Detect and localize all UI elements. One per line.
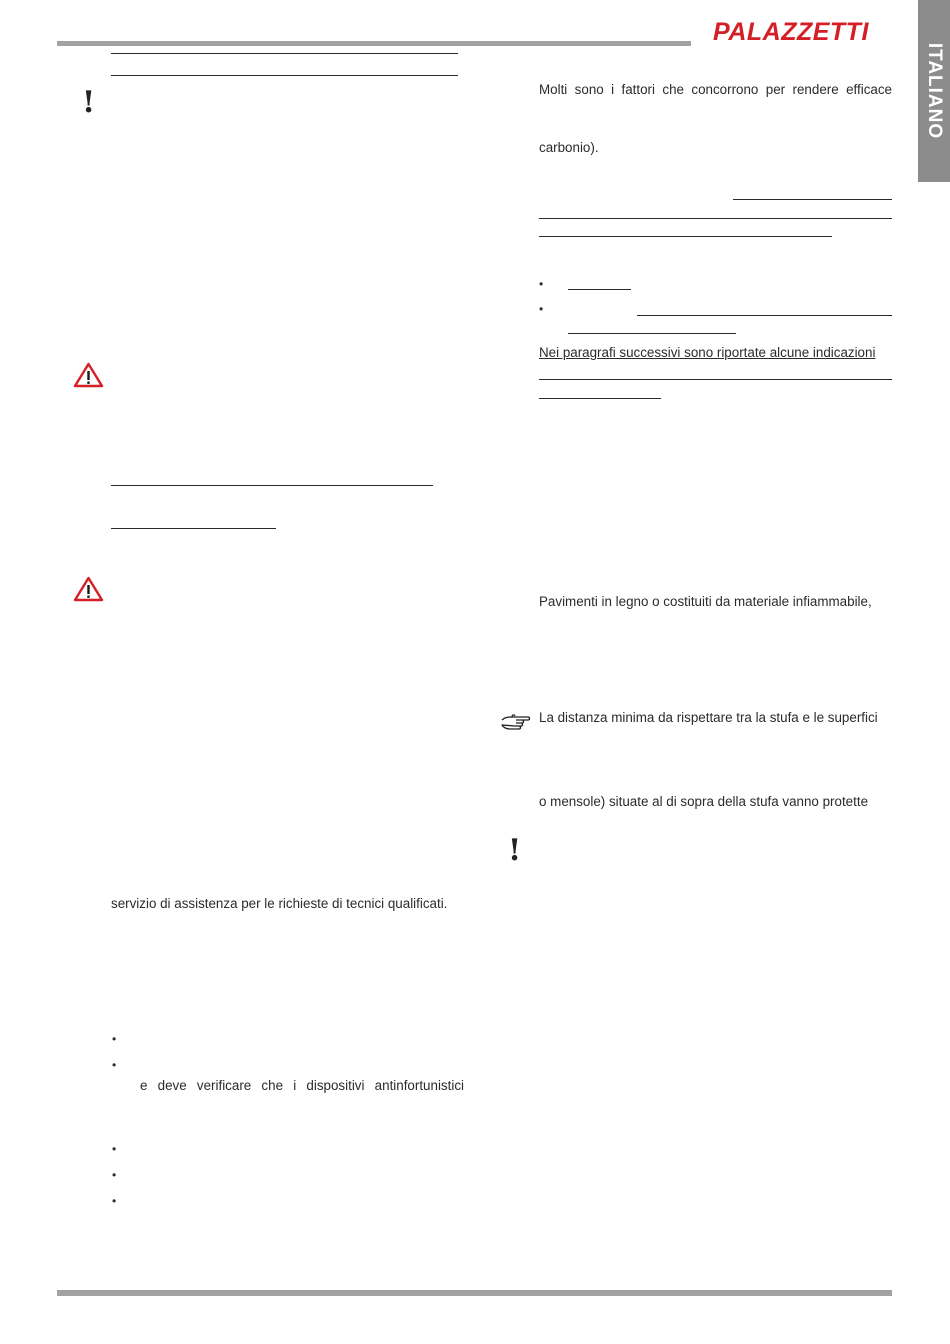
brand-logo: PALAZZETTI [713, 18, 869, 46]
list-bullet: • [539, 302, 544, 316]
underline-rule [539, 218, 892, 219]
floor-text: Pavimenti in legno o costituiti da materiale infiammabile, [539, 594, 872, 609]
underline-rule [111, 528, 276, 529]
underline-rule [539, 236, 832, 237]
underline-rule [111, 75, 458, 76]
underline-rule [733, 199, 892, 200]
language-tab-label: ITALIANO [924, 42, 945, 140]
underline-rule [111, 53, 458, 54]
pointing-hand-icon [500, 711, 532, 733]
list-bullet: • [112, 1058, 117, 1072]
underline-rule [111, 485, 433, 486]
exclamation-icon: ! [82, 85, 96, 120]
header-rule [57, 41, 691, 46]
paragraph-note: Nei paragrafi successivi sono riportate alcune indicazioni [539, 345, 876, 360]
list-bullet: • [112, 1032, 117, 1046]
list-bullet: • [112, 1168, 117, 1182]
language-tab-label-wrap [918, 0, 950, 182]
footer-rule [57, 1290, 892, 1296]
underline-rule [637, 315, 892, 316]
service-text: servizio di assistenza per le richieste di tecnici qualificati. [111, 896, 448, 911]
list-bullet: • [539, 277, 544, 291]
shelves-text: o mensole) situate al di sopra della stufa vanno protette [539, 794, 869, 809]
distance-text: La distanza minima da rispettare tra la stufa e le superfici [539, 710, 878, 725]
underline-rule [568, 289, 631, 290]
underline-rule [568, 333, 736, 334]
underline-rule [539, 398, 661, 399]
efficiency-text: Molti sono i fattori che concorrono per rendere efficace [539, 82, 892, 97]
list-bullet: • [112, 1142, 117, 1156]
underline-rule [539, 379, 892, 380]
safety-text: e deve verificare che i dispositivi antinfortunistici [140, 1078, 464, 1093]
list-bullet: • [112, 1194, 117, 1208]
exclamation-icon: ! [508, 833, 522, 868]
carbon-text: carbonio). [539, 140, 599, 155]
warning-triangle-icon [73, 362, 104, 388]
warning-triangle-icon [73, 576, 104, 602]
